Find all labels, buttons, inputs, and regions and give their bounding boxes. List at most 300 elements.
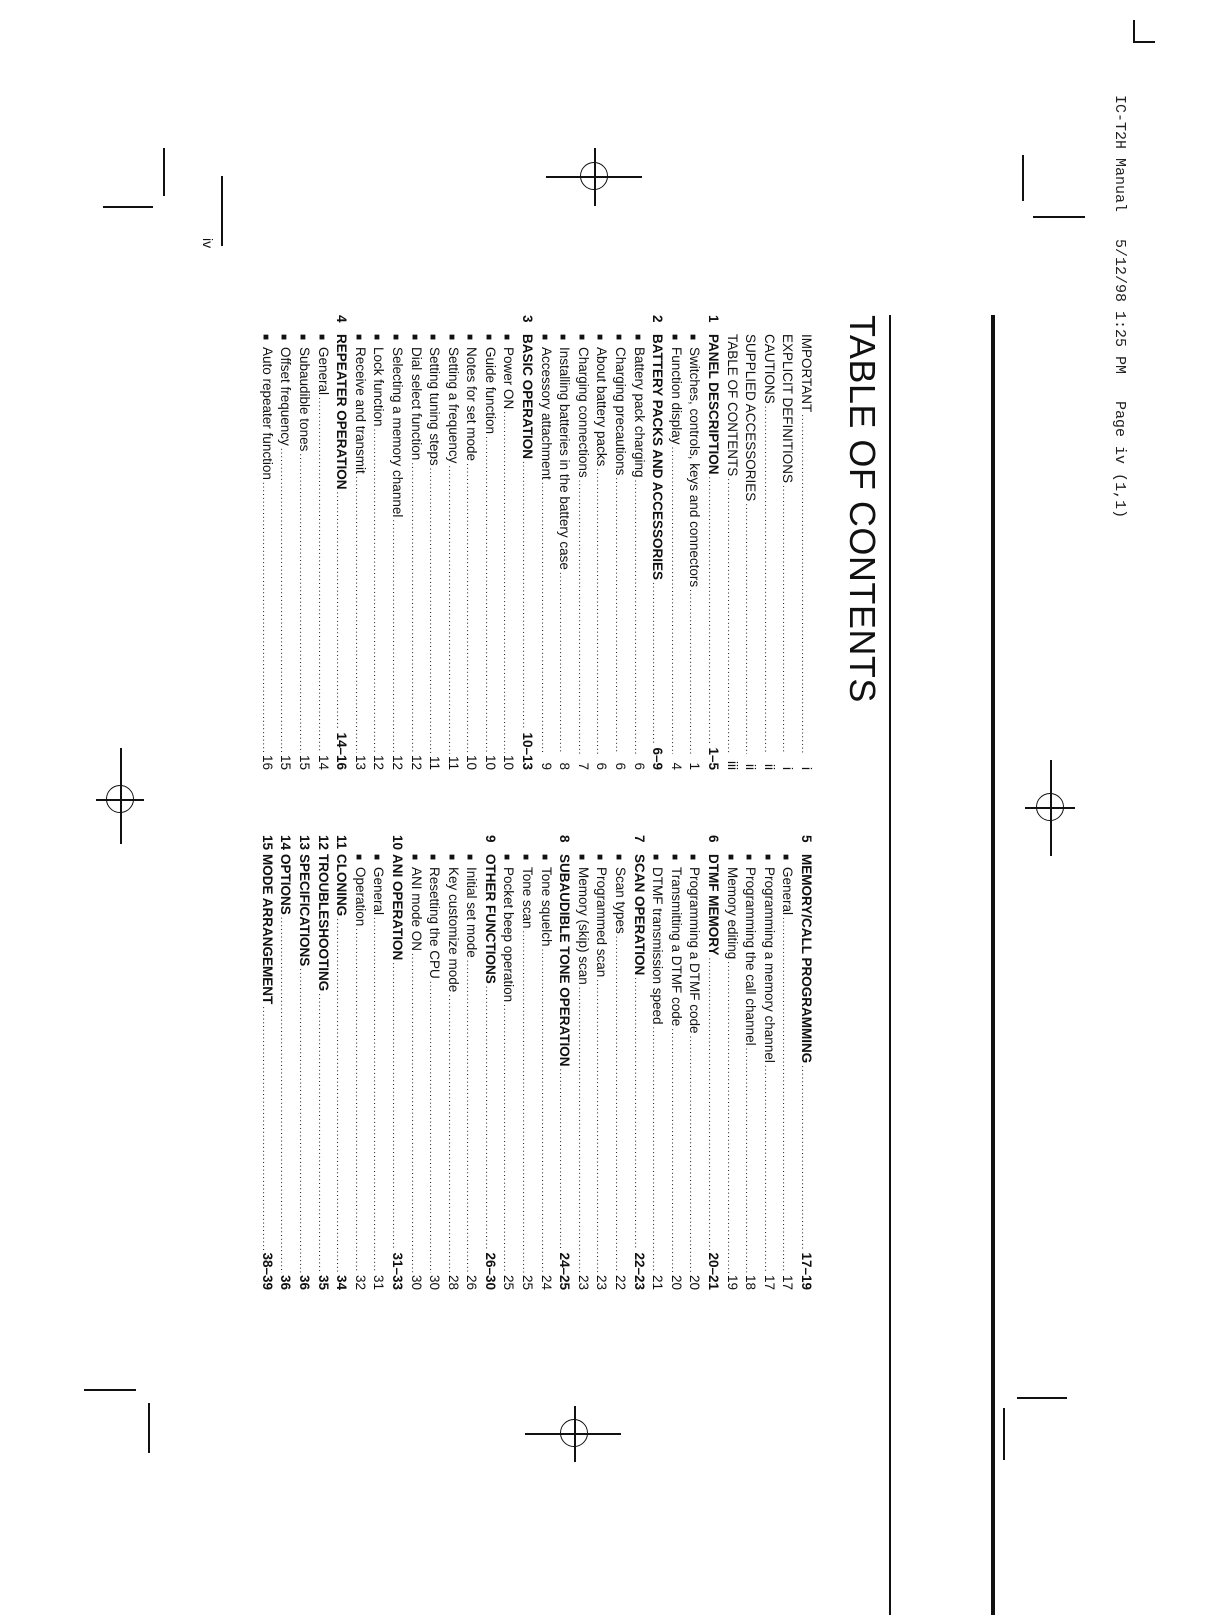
toc-entry-label: Notes for set mode [464,347,480,462]
toc-entry-label: Operation [352,867,368,927]
section-number: 4 [334,315,350,323]
leader-dots [739,503,758,754]
leader-dots [664,1028,683,1273]
toc-entry-page: ii [761,764,777,770]
bullet-square-icon: ■ [613,334,625,341]
toc-entry-page: 8 [557,762,573,770]
leader-dots [571,987,590,1273]
toc-entry [536,835,555,1290]
toc-section-entry [648,315,667,770]
leader-dots [385,962,404,1250]
toc-entry-label: Resetting the CPU [427,867,443,979]
toc-entry [499,315,518,770]
toc-entry-page: 20 [668,1274,684,1290]
toc-entry-page: 12 [389,754,405,770]
section-number: 1 [706,315,722,323]
leader-dots [404,953,423,1273]
leader-dots [367,917,386,1273]
leader-dots [757,1065,776,1273]
bullet-square-icon: ■ [427,854,439,861]
toc-entry-label: Tone scan [520,867,536,929]
toc-entry-page: 24 [538,1274,554,1290]
toc-entry-page: 22 [613,1274,629,1290]
toc-section-entry [313,835,332,1290]
toc-entry-page: 10 [501,754,517,770]
section-number: 6 [706,835,722,843]
toc-entry-label: SUBAUDIBLE TONE OPERATION [557,854,573,1067]
toc-entry-page: 17 [780,1274,796,1290]
toc-entry-page: 6 [594,762,610,770]
toc-entry-label: Key customize mode [445,867,461,993]
toc-entry-label: Receive and transmit [352,347,368,474]
leader-dots [683,589,702,754]
bullet-square-icon: ■ [594,854,606,861]
bullet-square-icon: ■ [538,334,550,341]
toc-entry-label: Transmitting a DTMF code [668,867,684,1027]
toc-entry [518,835,537,1290]
toc-entry-page: 25 [520,1274,536,1290]
bullet-square-icon: ■ [780,854,792,861]
bullet-square-icon: ■ [445,334,457,341]
toc-entry-label: Selecting a memory channel [389,347,405,518]
bullet-square-icon: ■ [557,334,569,341]
leader-dots [367,429,386,753]
bullet-square-icon: ■ [259,334,271,341]
toc-entry [555,315,574,770]
toc-entry [741,315,760,770]
toc-entry [387,315,406,770]
toc-entry-page: 10 [482,754,498,770]
bullet-square-icon: ■ [408,334,420,341]
crop-mark [1133,41,1155,43]
toc-section-entry [480,835,499,1290]
toc-entry-page: 15 [278,754,294,770]
toc-entry-page: 17 [761,1274,777,1290]
bullet-square-icon: ■ [278,334,290,341]
toc-entry [741,835,760,1290]
toc-entry-page: i [799,767,814,770]
leader-dots [292,968,311,1273]
toc-entry-label: REPEATER OPERATION [334,334,350,490]
bullet-square-icon: ■ [315,334,327,341]
toc-entry-page: 13 [352,754,368,770]
toc-entry-page: 30 [408,1274,424,1290]
toc-entry-page: 25 [501,1274,517,1290]
leader-dots [404,462,423,753]
section-number: 15 [259,835,275,851]
toc-entry-label: Function display [668,347,684,445]
bullet-square-icon: ■ [575,854,587,861]
toc-entry-page: 20–21 [706,1252,722,1290]
toc-entry-label: Power ON [501,347,517,410]
toc-section-entry [276,835,295,1290]
leader-dots [311,993,330,1273]
toc-entry-page: 19 [724,1274,740,1290]
crop-mark [1003,1408,1005,1460]
title-rule [889,315,891,1615]
toc-entry-page: 4 [668,762,684,770]
toc-entry-label: DTMF transmission speed [650,867,666,1025]
toc-entry-label: BASIC OPERATION [520,334,536,460]
bullet-square-icon: ■ [668,854,680,861]
toc-entry-page: 6 [631,762,647,770]
bullet-square-icon: ■ [408,854,420,861]
toc-section-entry [332,315,351,770]
leader-dots [664,447,683,754]
leader-dots [255,482,274,753]
toc-section-entry [629,835,648,1290]
toc-entry-page: 26–30 [482,1252,498,1290]
toc-entry-label: Setting tuning steps [427,347,443,466]
section-number: 5 [799,835,814,843]
toc-entry-page: ii [743,764,759,770]
toc-entry-page: 6 [613,762,629,770]
toc-entry-page: 6–9 [650,747,666,770]
leader-dots [627,480,646,754]
toc-entry-page: 12 [408,754,424,770]
bullet-square-icon: ■ [464,854,476,861]
toc-entry [499,835,518,1290]
toc-entry [276,315,295,770]
leader-dots [627,977,646,1250]
bullet-square-icon: ■ [538,854,550,861]
leader-dots [274,448,293,753]
bullet-square-icon: ■ [743,854,755,861]
page-number: iv [200,238,216,249]
toc-entry [406,315,425,770]
toc-left-column [257,315,815,770]
toc-entry-label: MEMORY/CALL PROGRAMMING [799,854,814,1064]
leader-dots [478,986,497,1251]
toc-entry [425,835,444,1290]
section-number: 8 [557,835,573,843]
toc-entry [350,835,369,1290]
toc-entry-page: 38–39 [259,1252,275,1290]
leader-dots [553,572,572,754]
toc-entry-page: 1 [687,762,703,770]
bullet-square-icon: ■ [482,334,494,341]
toc-entry-label: Programming the call channel [743,867,759,1046]
leader-dots [348,476,367,753]
leader-dots [701,477,720,746]
toc-entry [592,835,611,1290]
toc-entry-page: 36 [278,1274,294,1290]
toc-entry-label: General [315,347,331,396]
toc-entry-page: 20 [687,1274,703,1290]
toc-entry-page: 34 [334,1274,350,1290]
toc-entry [573,315,592,770]
toc-entry-page: 10 [464,754,480,770]
toc-entry-label: MODE ARRANGEMENT [259,854,275,1005]
bullet-square-icon: ■ [575,334,587,341]
bullet-square-icon: ■ [613,854,625,861]
toc-entry-label: Memory (skip) scan [575,867,591,985]
leader-dots [701,958,720,1251]
leader-dots [590,979,609,1273]
toc-entry-label: Setting a frequency [445,347,461,464]
toc-section-entry [294,835,313,1290]
toc-entry-label: Guide function [482,347,498,435]
toc-section-entry [703,315,722,770]
toc-entry [722,835,741,1290]
toc-section-entry [703,835,722,1290]
toc-entry-page: 11 [427,755,443,770]
toc-entry-label: ANI mode ON [408,867,424,952]
toc-entry-label: Charging connections [575,347,591,478]
toc-entry-page: 14–16 [334,732,350,770]
toc-entry-label: DTMF MEMORY [706,854,722,956]
toc-entry-label: About battery packs [594,347,610,467]
bullet-square-icon: ■ [687,854,699,861]
leader-dots [720,961,739,1273]
leader-dots [460,463,479,753]
toc-entry [778,315,797,770]
bullet-square-icon: ■ [520,854,532,861]
toc-entry-page: 32 [352,1274,368,1290]
crop-mark [148,1403,150,1453]
toc-entry-label: General [371,867,387,916]
toc-entry-label: Tone squelch [538,867,554,947]
leader-dots [553,1069,572,1251]
toc-entry-label: Programming a DTMF code [687,867,703,1034]
section-number: 13 [296,835,312,851]
toc-entry-page: 24–25 [557,1252,573,1290]
toc-entry [425,315,444,770]
leader-dots [274,917,293,1273]
toc-entry [610,315,629,770]
leader-dots [385,519,404,753]
toc-entry [759,835,778,1290]
leader-dots [423,981,442,1273]
toc-entry-page: 15 [296,754,312,770]
bullet-square-icon: ■ [352,854,364,861]
toc-entry [462,835,481,1290]
toc-entry-label: Pocket beep operation [501,867,517,1003]
toc-entry [573,835,592,1290]
toc-entry-label: Offset frequency [278,347,294,446]
leader-dots [757,406,776,754]
toc-entry-label: PANEL DESCRIPTION [706,334,722,475]
toc-entry-label: IMPORTANT [799,334,814,413]
toc-entry-label: TABLE OF CONTENTS [724,334,740,477]
toc-entry [406,835,425,1290]
leader-dots [590,468,609,754]
crop-mark [1133,20,1135,42]
crop-mark [221,176,223,246]
leader-dots [441,994,460,1273]
section-number: 14 [278,835,294,851]
bullet-square-icon: ■ [668,334,680,341]
toc-entry-label: General [780,867,796,916]
top-rule [991,315,995,1615]
leader-dots [478,436,497,753]
section-number: 3 [520,315,536,323]
toc-entry [666,835,685,1290]
toc-entry [536,315,555,770]
bullet-square-icon: ■ [464,334,476,341]
bullet-square-icon: ■ [687,334,699,341]
toc-entry [629,315,648,770]
toc-entry [685,835,704,1290]
bullet-square-icon: ■ [352,334,364,341]
toc-entry-page: 9 [538,762,554,770]
leader-dots [608,936,627,1273]
leader-dots [255,1006,274,1250]
toc-entry-page: 16 [259,754,275,770]
toc-entry-page: 22–23 [631,1252,647,1290]
toc-entry-label: Initial set mode [464,867,480,958]
toc-entry [759,315,778,770]
toc-entry [443,315,462,770]
toc-entry [369,835,388,1290]
toc-entry-page: 11 [445,755,461,770]
leader-dots [330,492,349,731]
bullet-square-icon: ■ [371,854,383,861]
toc-entry [369,315,388,770]
bullet-square-icon: ■ [501,334,513,341]
toc-entry [480,315,499,770]
toc-entry-page: iii [724,761,740,770]
section-number: 10 [389,835,405,851]
leader-dots [423,468,442,754]
toc-entry-page: 21 [650,1274,666,1290]
toc-entry-label: CAUTIONS [761,334,777,404]
crop-mark [84,1389,136,1391]
leader-dots [348,928,367,1273]
toc-entry-label: Subaudible tones [296,347,312,452]
toc-entry-label: SPECIFICATIONS [296,854,312,967]
crop-mark [163,148,165,196]
leader-dots [516,931,535,1273]
leader-dots [460,960,479,1273]
toc-section-entry [796,835,815,1290]
toc-entry [313,315,332,770]
section-number: 7 [631,835,647,843]
toc-section-entry [387,835,406,1290]
toc-entry [462,315,481,770]
leader-dots [683,1036,702,1273]
toc-page [205,315,995,1615]
leader-dots [739,1048,758,1273]
toc-entry-page: 18 [743,1274,759,1290]
toc-entry-page: 30 [427,1274,443,1290]
toc-entry [610,835,629,1290]
bullet-square-icon: ■ [650,854,662,861]
leader-dots [794,1065,813,1250]
toc-entry [685,315,704,770]
toc-entry-label: OTHER FUNCTIONS [482,854,498,984]
bullet-square-icon: ■ [724,854,736,861]
leader-dots [534,949,553,1273]
crop-mark [103,206,153,208]
toc-entry-label: Programming a memory channel [761,867,777,1063]
leader-dots [497,411,516,753]
toc-entry-label: Scan types [613,867,629,934]
bullet-square-icon: ■ [761,854,773,861]
toc-entry-label: Installing batteries in the battery case [557,347,573,570]
toc-entry-page: 23 [575,1274,591,1290]
bullet-square-icon: ■ [389,334,401,341]
leader-dots [720,478,739,754]
toc-entry-page: 31–33 [389,1252,405,1290]
bullet-square-icon: ■ [631,334,643,341]
crop-mark [1017,1397,1067,1399]
toc-entry-page: i [780,767,796,770]
toc-entry-page: 1–5 [706,747,722,770]
toc-entry-page: 31 [371,1274,387,1290]
toc-entry-page: 7 [575,762,591,770]
toc-entry [778,835,797,1290]
bullet-square-icon: ■ [501,854,513,861]
leader-dots [330,918,349,1273]
toc-section-entry [518,315,537,770]
leader-dots [646,1027,665,1273]
toc-entry-label: BATTERY PACKS AND ACCESSORIES [650,334,666,581]
toc-entry [722,315,741,770]
leader-dots [534,482,553,754]
section-number: 12 [315,835,331,851]
toc-entry-page: 35 [315,1274,331,1290]
toc-entry-label: SCAN OPERATION [631,854,647,976]
bullet-square-icon: ■ [427,334,439,341]
toc-entry [796,315,815,770]
leader-dots [441,465,460,754]
leader-dots [516,461,535,730]
toc-entry-label: EXPLICIT DEFINITIONS [780,334,796,484]
toc-entry-label: ANI OPERATION [389,854,405,961]
leader-dots [292,453,311,753]
toc-entry [648,835,667,1290]
toc-entry [257,315,276,770]
bullet-square-icon: ■ [594,334,606,341]
toc-entry [666,315,685,770]
section-number: 9 [482,835,498,843]
leader-dots [311,397,330,753]
toc-entry-label: Charging precautions [613,347,629,476]
leader-dots [571,480,590,754]
toc-entry-page: 10–13 [520,732,536,770]
toc-entry-page: 14 [315,754,331,770]
toc-entry-page: 28 [445,1274,461,1290]
toc-entry-label: Programmed scan [594,867,610,978]
toc-entry-label: TROUBLESHOOTING [315,854,331,992]
toc-entry [443,835,462,1290]
toc-entry-label: CLONING [334,854,350,917]
toc-entry-page: 23 [594,1274,610,1290]
section-number: 2 [650,315,666,323]
toc-entry-label: SUPPLIED ACCESSORIES [743,334,759,502]
toc-entry-page: 26 [464,1274,480,1290]
toc-entry-page: 36 [296,1274,312,1290]
leader-dots [497,1004,516,1273]
toc-entry-label: Switches, controls, keys and connectors [687,347,703,588]
crop-mark [1033,216,1085,218]
toc-entry-label: Memory editing [724,867,740,960]
bullet-square-icon: ■ [296,334,308,341]
leader-dots [646,582,665,745]
toc-entry [294,315,313,770]
bullet-square-icon: ■ [445,854,457,861]
bullet-square-icon: ■ [371,334,383,341]
crop-mark [1022,155,1024,201]
toc-right-column [257,835,815,1290]
toc-entry-page: 17–19 [799,1252,814,1290]
toc-section-entry [555,835,574,1290]
toc-section-entry [332,835,351,1290]
leader-dots [608,477,627,754]
toc-entry-label: Battery pack charging [631,347,647,478]
toc-entry-label: Accessory attachment [538,347,554,480]
